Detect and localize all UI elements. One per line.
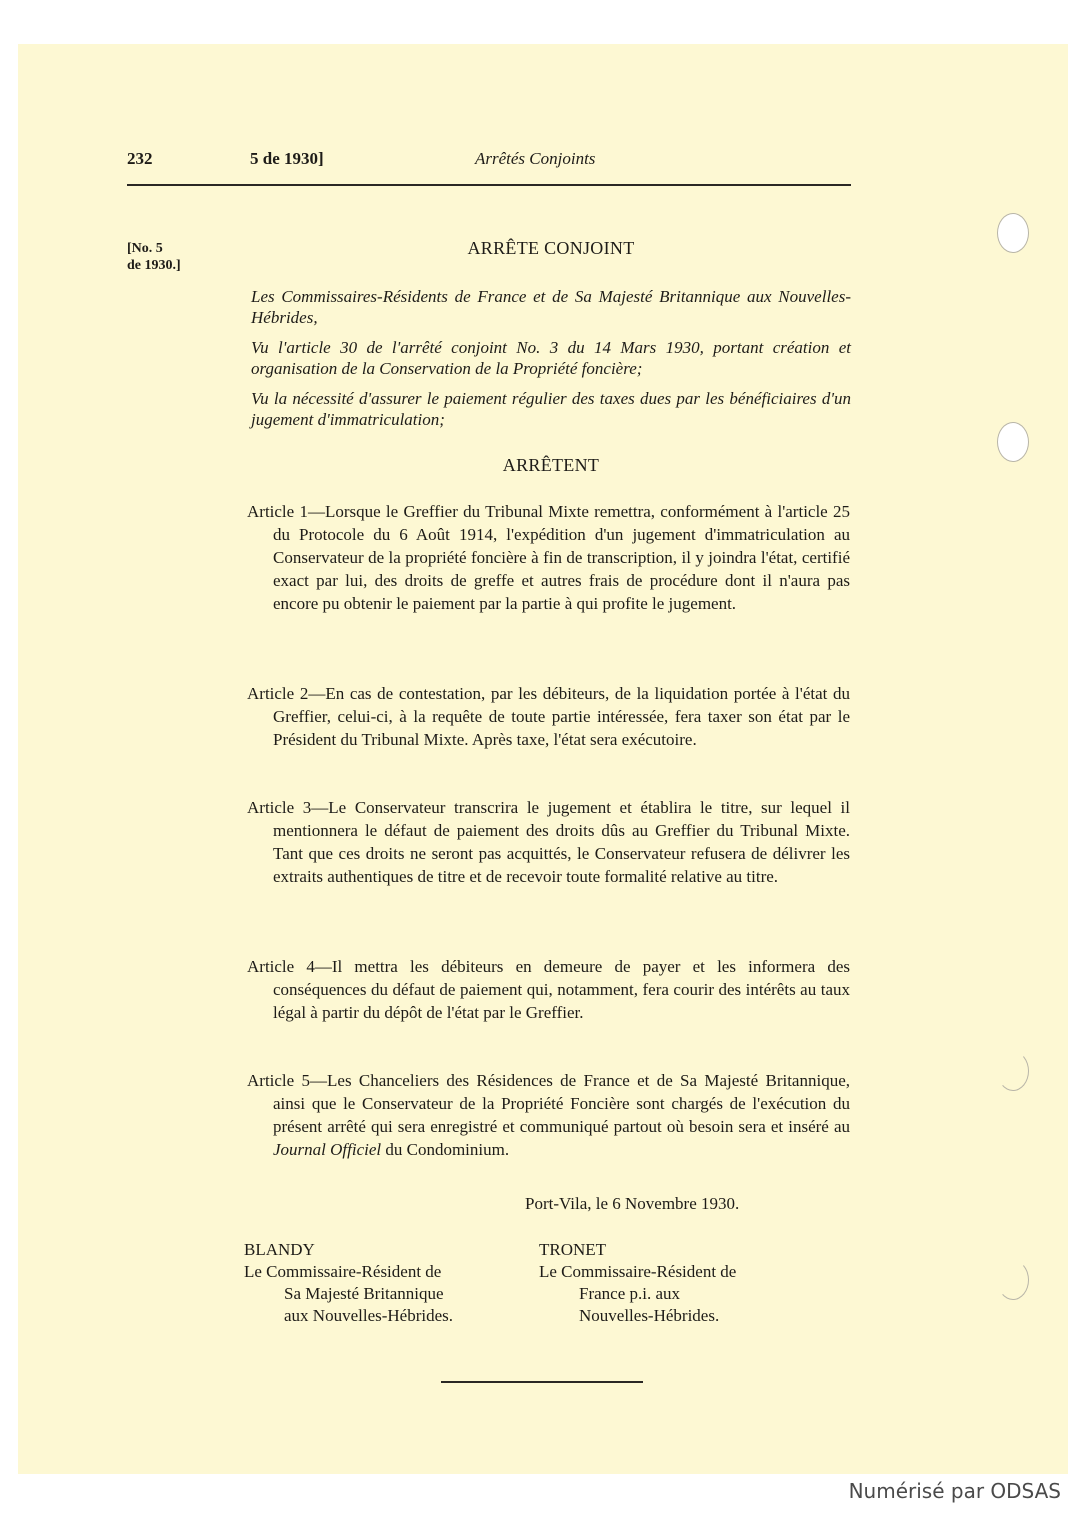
article-5-journal: Journal Officiel bbox=[273, 1140, 382, 1159]
margin-note-line-1: [No. 5 bbox=[127, 241, 163, 256]
signatory-title-line: aux Nouvelles-Hébrides. bbox=[284, 1306, 454, 1325]
decree-heading: ARRÊTENT bbox=[502, 455, 600, 475]
preamble-paragraph: Vu l'article 30 de l'arrêté conjoint No. 3 du 14 Mars 1930, portant création et organisation de la Conservation de la Propriété foncière; bbox=[251, 338, 851, 378]
preamble-paragraph: Les Commissaires-Résidents de France et de Sa Majesté Britannique aux Nouvelles-Hébrides, bbox=[251, 287, 851, 327]
punch-hole bbox=[997, 1260, 1029, 1300]
signatory-title-line: Nouvelles-Hébrides. bbox=[579, 1306, 720, 1325]
margin-note bbox=[127, 240, 181, 274]
article-3: Article 3—Le Conservateur transcrira le jugement et établira le titre, sur lequel il mentionnera le défaut de paiement des droits dûs au Greffier du Tribunal Mixte. Tant que ces droits ne seront pas acquittés, le Conservateur refusera de délivrer les extraits authentiques de titre et de recevoir toute formalité relative au titre. bbox=[247, 798, 850, 886]
margin-note-line-2: de 1930.] bbox=[127, 258, 181, 273]
page-number: 232 bbox=[127, 149, 153, 168]
article-5 bbox=[247, 1069, 850, 1161]
article-1: Article 1—Lorsque le Greffier du Tribunal Mixte remettra, conformément à l'article 25 du Protocole du 6 Août 1914, l'expédition d'un jugement d'immatriculation au Conservateur de la propriété foncière à fin de transcription, il y joindra l'état, certifié exact par lui, des droits de greffe et autres frais de procédure dont il n'aura pas encore pu obtenir le paiement par la partie à qui profite le jugement. bbox=[247, 502, 850, 613]
article-2: Article 2—En cas de contestation, par les débiteurs, de la liquidation portée à l'état du Greffier, celui-ci, à la requête de toute partie intéressée, fera taxer son état par le Président du Tribunal Mixte. Après taxe, l'état sera exécutoire. bbox=[247, 684, 850, 749]
punch-hole bbox=[997, 422, 1029, 462]
digitization-watermark: Numérisé par ODSAS bbox=[848, 1479, 1061, 1503]
end-rule bbox=[441, 1381, 643, 1383]
signatory-title-line: Le Commissaire-Résident de bbox=[539, 1262, 737, 1281]
punch-hole bbox=[997, 213, 1029, 253]
punch-hole bbox=[997, 1051, 1029, 1091]
header-title: Arrêtés Conjoints bbox=[475, 149, 596, 168]
signatory-title-line: Le Commissaire-Résident de bbox=[244, 1262, 442, 1281]
article-4: Article 4—Il mettra les débiteurs en demeure de payer et les informera des conséquences du défaut de paiement qui, notamment, fera courir des intérêts au taux légal à partir du dépôt de l'état par le Greffier. bbox=[247, 957, 850, 1022]
place-date: Port-Vila, le 6 Novembre 1930. bbox=[525, 1194, 740, 1213]
preamble-paragraph: Vu la nécessité d'assurer le paiement régulier des taxes dues par les bénéficiaires d'un jugement d'immatriculation; bbox=[251, 389, 851, 429]
signatory-title-line: Sa Majesté Britannique bbox=[284, 1284, 444, 1303]
signatory-name: BLANDY bbox=[244, 1240, 315, 1259]
header-reference: 5 de 1930] bbox=[250, 149, 324, 168]
decree-title: ARRÊTE CONJOINT bbox=[467, 238, 635, 258]
signatory-left bbox=[244, 1239, 453, 1327]
signatory-title-line: France p.i. aux bbox=[579, 1284, 681, 1303]
header-rule bbox=[127, 184, 851, 186]
article-5-tail: du Condominium. bbox=[381, 1140, 510, 1159]
signatory-name: TRONET bbox=[539, 1240, 607, 1259]
signatory-right bbox=[539, 1239, 736, 1327]
article-5-text: Article 5—Les Chanceliers des Résidences de France et de Sa Majesté Britannique, ainsi que le Conservateur de la Propriété Foncière sont chargés de l'exécution du présent arrêté qui sera enregistré et communiqué partout où besoin sera et inséré au bbox=[247, 1071, 850, 1136]
